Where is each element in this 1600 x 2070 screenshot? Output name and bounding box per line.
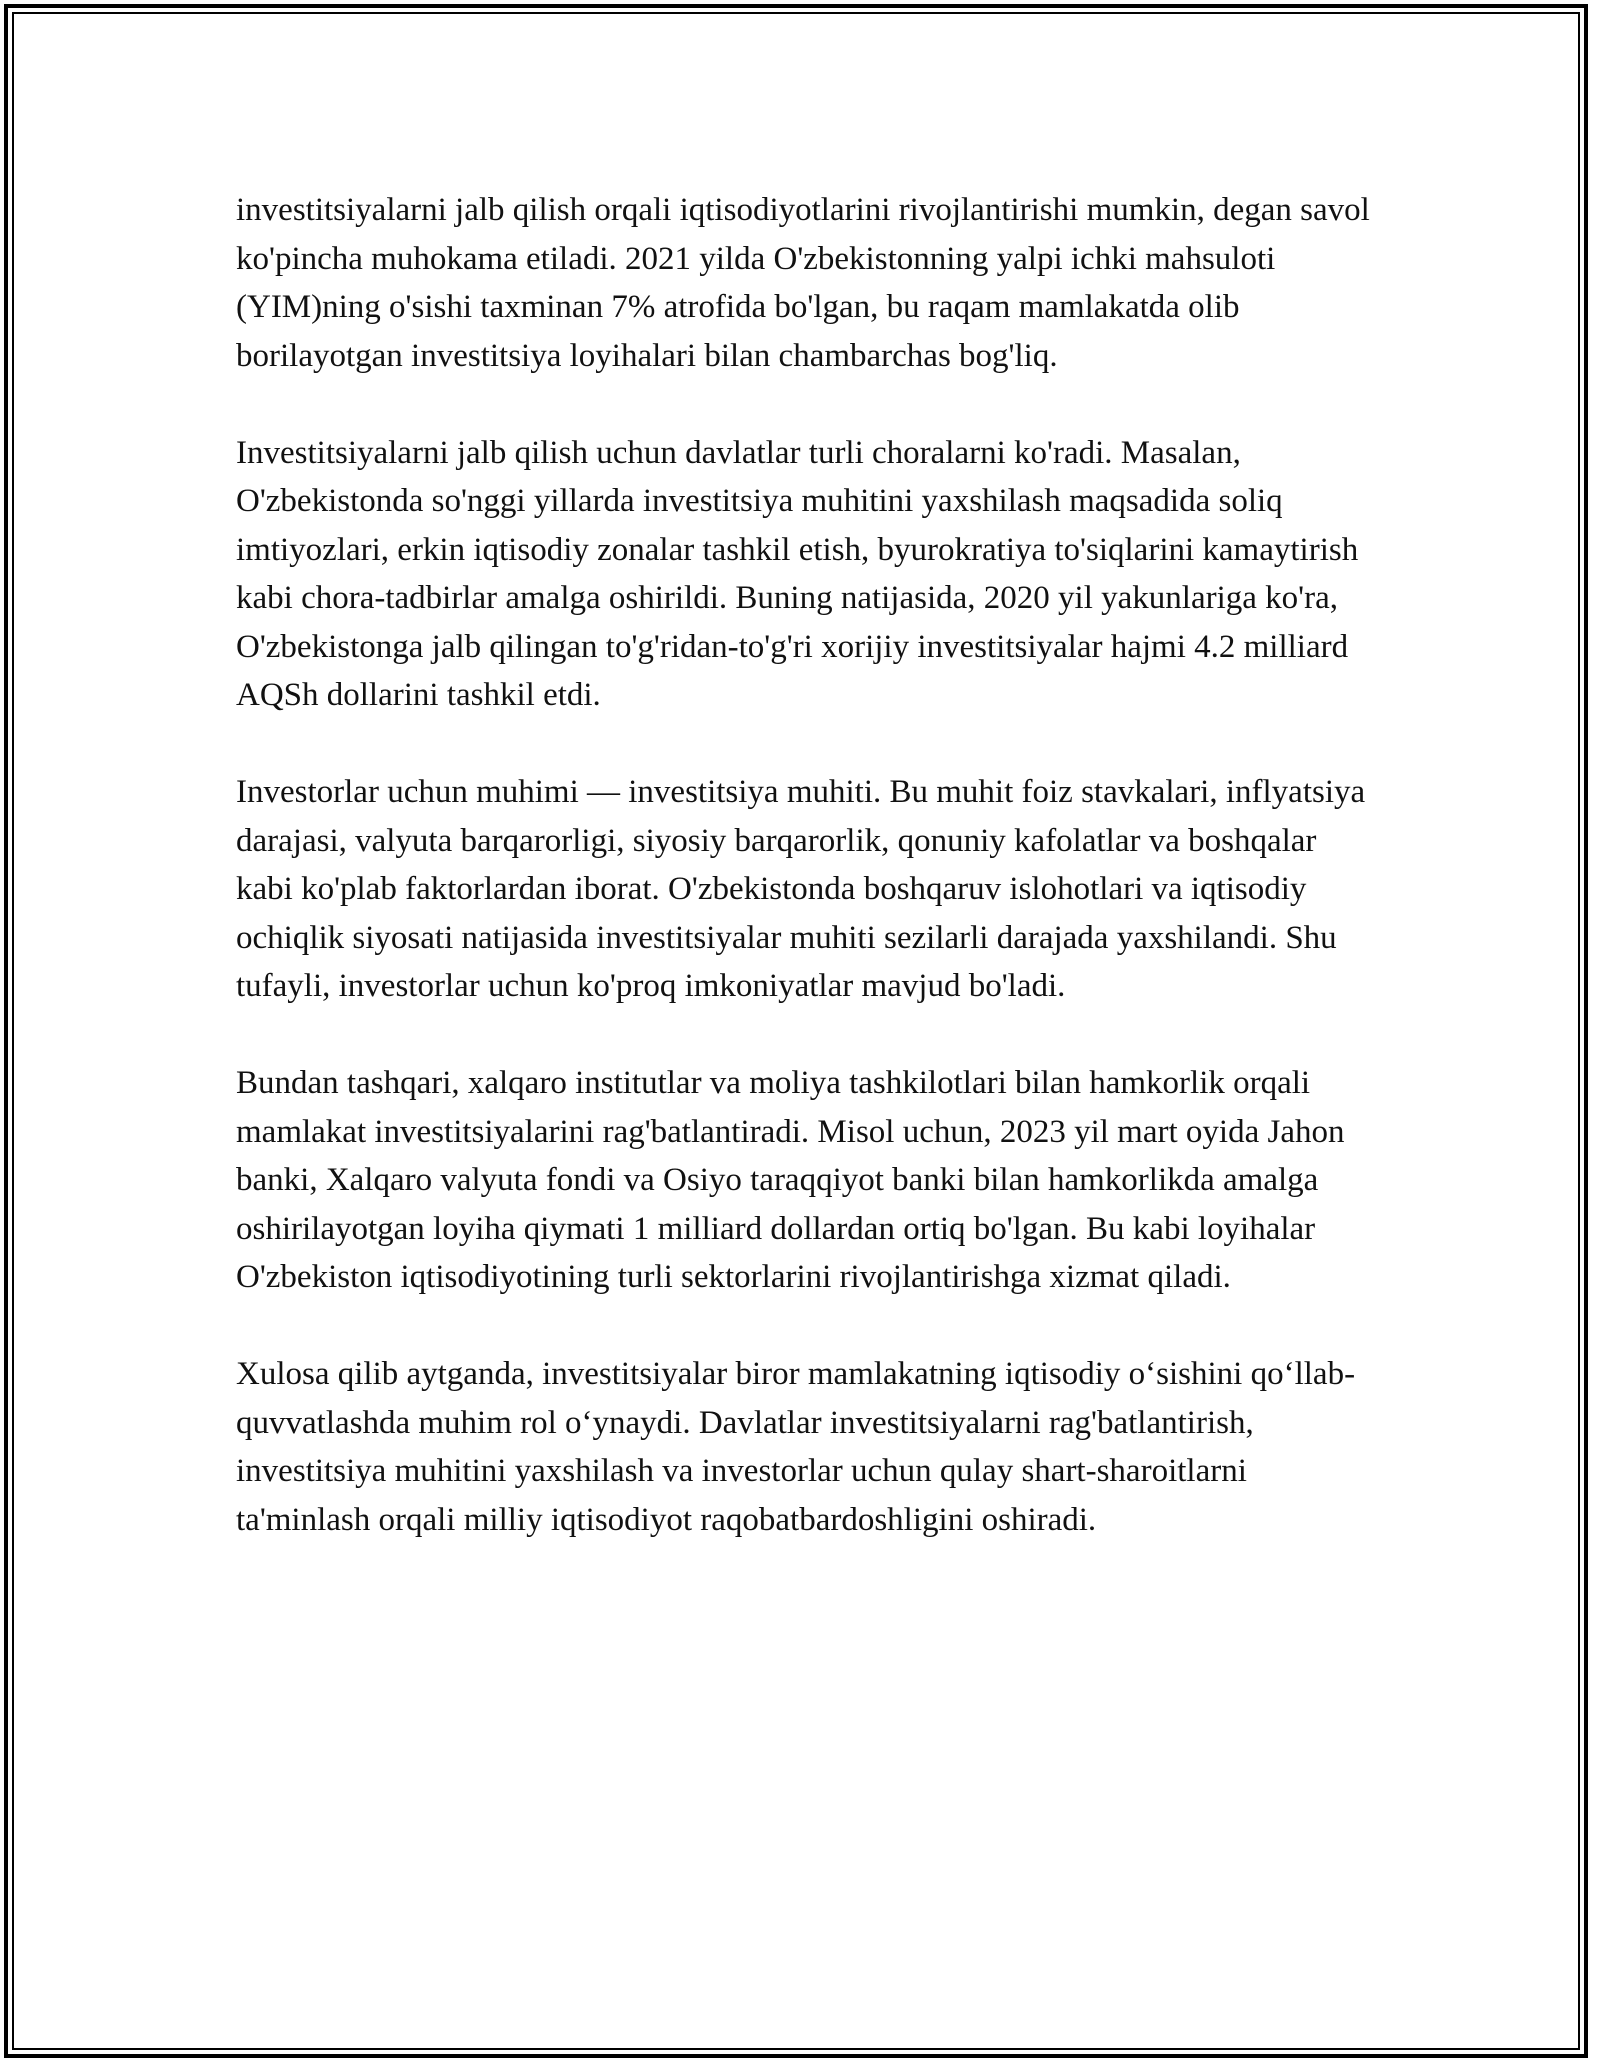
- paragraph-4: Bundan tashqari, xalqaro institutlar va moliya tashkilotlari bilan hamkorlik orqali mamlakat investitsiyalarini rag'batlantiradi. Misol uchun, 2023 yil mart oyida Jahon banki, Xalqaro valyuta fondi va Osiyo taraqqiyot banki bilan hamkorlikda amalga oshirilayotgan loyiha qiymati 1 milliard dollardan ortiq bo'lgan. Bu kabi loyihalar O'zbekiston iqtisodiyotining turli sektorlarini rivojlantirishga xizmat qiladi.: [236, 1065, 1345, 1295]
- paragraph-2: Investitsiyalarni jalb qilish uchun davlatlar turli choralarni ko'radi. Masalan, O'zbekistonda so'nggi yillarda investitsiya muhitini yaxshilash maqsadida soliq imtiyozlari, erkin iqtisodiy zonalar tashkil etish, byurokratiya to'siqlarini kamaytirish kabi chora-tadbirlar amalga oshirildi. Buning natijasida, 2020 yil yakunlariga ko'ra, O'zbekistonga jalb qilingan to'g'ridan-to'g'ri xorijiy investitsiyalar hajmi 4.2 milliard AQSh dollarini tashkil etdi.: [236, 434, 1359, 713]
- paragraph-3: Investorlar uchun muhimi — investitsiya muhiti. Bu muhit foiz stavkalari, inflyatsiya darajasi, valyuta barqarorligi, siyosiy barqarorlik, qonuniy kafolatlar va boshqalar kabi ko'plab faktorlardan iborat. O'zbekistonda boshqaruv islohotlari va iqtisodiy ochiqlik siyosati natijasida investitsiyalar muhiti sezilarli darajada yaxshilandi. Shu tufayli, investorlar uchun ko'proq imkoniyatlar mavjud bo'ladi.: [236, 774, 1366, 1004]
- paragraph-1: investitsiyalarni jalb qilish orqali iqtisodiyotlarini rivojlantirishi mumkin, degan savol ko'pincha muhokama etiladi. 2021 yilda O'zbekistonning yalpi ichki mahsuloti (YIM)ning o'sishi taxminan 7% atrofida bo'lgan, bu raqam mamlakatda olib borilayotgan investitsiya loyihalari bilan chambarchas bog'liq.: [236, 192, 1370, 374]
- document-body: [236, 186, 1376, 1593]
- paragraph-5: Xulosa qilib aytganda, investitsiyalar biror mamlakatning iqtisodiy oʻsishini qoʻllab-quvvatlashda muhim rol oʻynaydi. Davlatlar investitsiyalarni rag'batlantirish, investitsiya muhitini yaxshilash va investorlar uchun qulay shart-sharoitlarni ta'minlash orqali milliy iqtisodiyot raqobatbardoshligini oshiradi.: [236, 1356, 1356, 1538]
